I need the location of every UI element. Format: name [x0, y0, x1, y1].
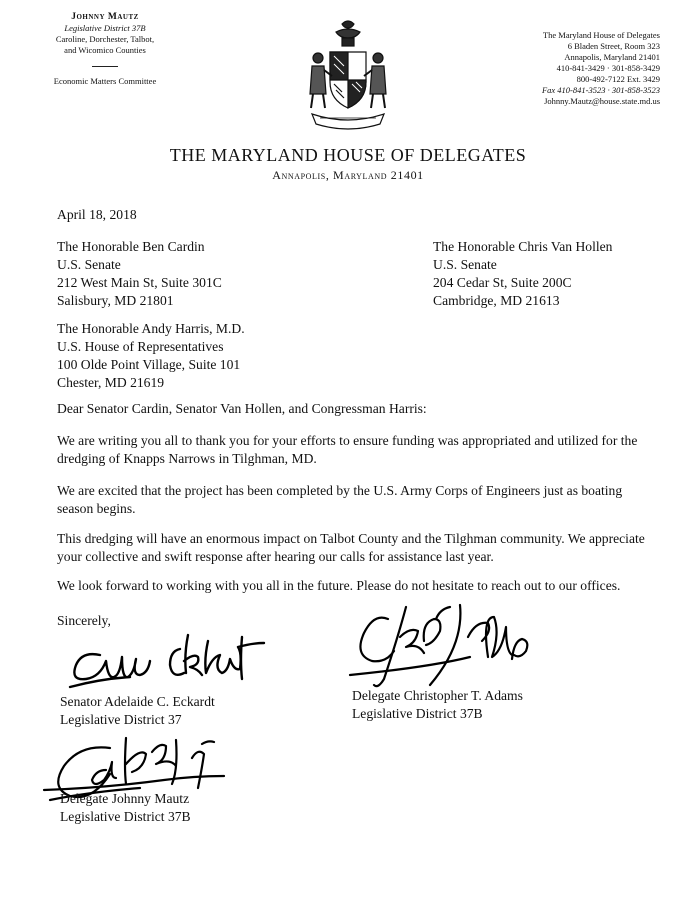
sender-district: Legislative District 37B — [64, 23, 146, 33]
address-line: The Honorable Andy Harris, M.D. — [57, 321, 245, 336]
office-tollfree: 800-492-7122 Ext. 3429 — [576, 74, 660, 84]
signatory-name: Delegate Johnny Mautz — [60, 791, 190, 806]
closing: Sincerely, — [57, 613, 111, 628]
letterhead-sender-block — [0, 12, 210, 87]
office-fax: Fax 410-841-3523 · 301-858-3523 — [541, 85, 660, 95]
letter-date: April 18, 2018 — [57, 207, 137, 222]
office-line: Annapolis, Maryland 21401 — [564, 52, 660, 62]
letterhead-title: THE MARYLAND HOUSE OF DELEGATES — [169, 145, 527, 165]
signatory-block — [60, 790, 191, 826]
signature-adams — [340, 597, 540, 692]
recipient-address — [57, 320, 245, 392]
address-line: Salisbury, MD 21801 — [57, 293, 174, 308]
address-line: U.S. Senate — [57, 257, 121, 272]
salutation: Dear Senator Cardin, Senator Van Hollen, and Congressman Harris: — [57, 401, 427, 416]
signatory-name: Senator Adelaide C. Eckardt — [60, 694, 215, 709]
signature-eckardt — [62, 625, 272, 695]
letterhead-subtitle: Annapolis, Maryland 21401 — [272, 168, 424, 182]
sender-counties-line1: Caroline, Dorchester, Talbot, — [55, 34, 155, 44]
letter-paragraph: We look forward to working with you all in the future. Please do not hesitate to reach out to our offices. — [57, 578, 621, 593]
sender-committee: Economic Matters Committee — [53, 76, 157, 86]
letterhead-office-block — [490, 30, 660, 107]
address-line: The Honorable Ben Cardin — [57, 239, 205, 254]
divider — [92, 66, 118, 67]
office-email: Johnny.Mautz@house.state.md.us — [544, 96, 660, 106]
address-line: 212 West Main St, Suite 301C — [57, 275, 222, 290]
address-line: The Honorable Chris Van Hollen — [433, 239, 613, 254]
letter-paragraph: We are writing you all to thank you for your efforts to ensure funding was appropriated and utilized for the dredging of Knapps Narrows in Tilghman, MD. — [57, 433, 638, 466]
signatory-block — [60, 693, 215, 729]
signatory-district: Legislative District 37B — [352, 706, 483, 721]
address-line: U.S. House of Representatives — [57, 339, 224, 354]
signatory-block — [352, 687, 523, 723]
sender-counties-line2: and Wicomico Counties — [64, 45, 146, 55]
address-line: Cambridge, MD 21613 — [433, 293, 560, 308]
recipient-address — [433, 238, 612, 310]
sender-name: Johnny Mautz — [71, 12, 139, 22]
address-line: 204 Cedar St, Suite 200C — [433, 275, 572, 290]
signatory-name: Delegate Christopher T. Adams — [352, 688, 523, 703]
signatory-district: Legislative District 37 — [60, 712, 182, 727]
letter-paragraph: We are excited that the project has been completed by the U.S. Army Corps of Engineers just as boating season begins. — [57, 483, 623, 516]
address-line: U.S. Senate — [433, 257, 497, 272]
maryland-seal-icon — [298, 18, 398, 134]
letter-paragraph: This dredging will have an enormous impact on Talbot County and the Tilghman community. We appreciate your collective and swift response after hearing our calls for assistance last year. — [57, 531, 645, 564]
address-line: Chester, MD 21619 — [57, 375, 165, 390]
office-line: 6 Bladen Street, Room 323 — [567, 41, 660, 51]
signatory-district: Legislative District 37B — [60, 809, 191, 824]
recipient-address — [57, 238, 222, 310]
address-line: 100 Olde Point Village, Suite 101 — [57, 357, 241, 372]
office-phone: 410-841-3429 · 301-858-3429 — [556, 63, 660, 73]
office-line: The Maryland House of Delegates — [542, 30, 660, 40]
